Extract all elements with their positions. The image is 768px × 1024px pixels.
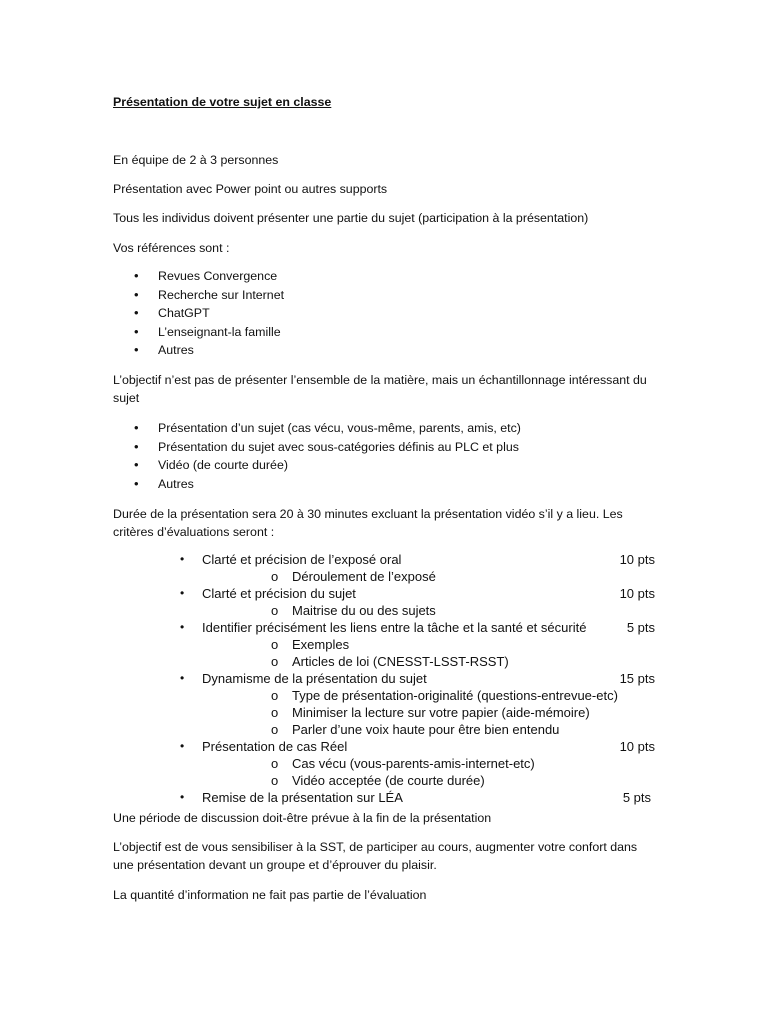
bullet-icon: • — [134, 475, 139, 491]
bullet-icon: • — [180, 739, 185, 753]
bullet-icon: • — [134, 268, 139, 283]
intro-line-2: Présentation avec Power point ou autres supports — [113, 182, 388, 196]
criterion-row — [0, 585, 768, 602]
list-item: • ChatGPT — [113, 304, 284, 323]
sub-bullet-icon: o — [271, 773, 279, 788]
sub-criterion-row: o Cas vécu (vous-parents-amis-internet-etc) — [271, 756, 535, 771]
criterion-row — [0, 619, 768, 636]
criterion-points: 10 pts — [619, 586, 655, 601]
list-item: • Revues Convergence — [113, 267, 284, 286]
list-item: • Recherche sur Internet — [113, 286, 284, 305]
sub-bullet-icon: o — [271, 688, 279, 703]
formats-list — [113, 419, 521, 493]
sub-bullet-icon: o — [271, 603, 279, 618]
criterion-row — [0, 738, 768, 755]
bullet-icon: • — [134, 342, 139, 357]
bullet-icon: • — [134, 323, 139, 339]
sub-bullet-icon: o — [271, 705, 279, 720]
duree-paragraph: Durée de la présentation sera 20 à 30 minutes excluant la présentation vidéo s’il y a lieu. Les critères d’évaluations seront : — [113, 507, 623, 539]
references-list — [113, 267, 284, 360]
sub-bullet-icon: o — [271, 637, 279, 652]
criterion-row — [0, 789, 768, 806]
criterion-points: 10 pts — [619, 552, 655, 567]
criterion-label: Présentation de cas Réel — [202, 739, 348, 754]
list-item: • Vidéo (de courte durée) — [113, 456, 521, 475]
intro-line-1: En équipe de 2 à 3 personnes — [113, 153, 279, 167]
bullet-icon: • — [180, 552, 185, 566]
bullet-icon: • — [180, 620, 185, 634]
discussion-line: Une période de discussion doit-être prévue à la fin de la présentation — [113, 811, 492, 825]
criteria-list — [0, 551, 768, 806]
list-item: • Autres — [113, 341, 284, 360]
criterion-points: 5 pts — [622, 790, 651, 805]
sub-criterion-row: o Parler d’une voix haute pour être bien entendu — [271, 722, 560, 737]
sub-bullet-icon: o — [271, 722, 279, 737]
criterion-points: 10 pts — [619, 739, 655, 754]
sub-criterion-row: o Articles de loi (CNESST-LSST-RSST) — [271, 654, 509, 669]
sub-criterion-row: o Déroulement de l’exposé — [271, 569, 436, 584]
criterion-points: 15 pts — [619, 671, 655, 686]
sub-criterion-row: o Exemples — [271, 637, 350, 652]
bullet-icon: • — [134, 438, 139, 454]
sub-criterion-row: o Maitrise du ou des sujets — [271, 603, 436, 618]
list-item: • Autres — [113, 475, 521, 494]
criterion-points: 5 pts — [626, 620, 655, 635]
sub-bullet-icon: o — [271, 569, 279, 584]
list-item: • Présentation d’un sujet (cas vécu, vous-même, parents, amis, etc) — [113, 419, 521, 438]
criterion-label: Clarté et précision de l’exposé oral — [202, 552, 402, 567]
objectif-sst-paragraph: L’objectif est de vous sensibiliser à la SST, de participer au cours, augmenter votre confort dans une présentation devant un groupe et d’éprouver du plaisir. — [113, 840, 638, 872]
criterion-label: Identifier précisément les liens entre la tâche et la santé et sécurité — [202, 620, 587, 635]
sub-criterion-row: o Type de présentation-originalité (questions-entrevue-etc) — [271, 688, 618, 703]
criterion-row — [0, 670, 768, 687]
sub-bullet-icon: o — [271, 756, 279, 771]
criterion-label: Clarté et précision du sujet — [202, 586, 356, 601]
sub-criterion-row: o Minimiser la lecture sur votre papier (aide-mémoire) — [271, 705, 590, 720]
bullet-icon: • — [180, 586, 185, 600]
sub-bullet-icon: o — [271, 654, 279, 669]
document-title: Présentation de votre sujet en classe — [113, 95, 332, 109]
list-item: • L’enseignant-la famille — [113, 323, 284, 342]
sub-criterion-row: o Vidéo acceptée (de courte durée) — [271, 773, 485, 788]
bullet-icon: • — [134, 457, 139, 472]
bullet-icon: • — [180, 671, 185, 685]
criterion-label: Dynamisme de la présentation du sujet — [202, 671, 427, 686]
bullet-icon: • — [134, 286, 139, 302]
list-item: • Présentation du sujet avec sous-catégories définis au PLC et plus — [113, 438, 521, 457]
intro-line-3: Tous les individus doivent présenter une partie du sujet (participation à la présentation) — [113, 211, 589, 225]
criterion-row — [0, 551, 768, 568]
quantite-line: La quantité d’information ne fait pas partie de l’évaluation — [113, 888, 427, 902]
bullet-icon: • — [180, 790, 185, 804]
objectif-paragraph: L’objectif n’est pas de présenter l’ensemble de la matière, mais un échantillonnage intéressant du sujet — [113, 373, 647, 405]
bullet-icon: • — [134, 420, 139, 435]
bullet-icon: • — [134, 305, 139, 320]
references-heading: Vos références sont : — [113, 241, 230, 255]
criterion-label: Remise de la présentation sur LÉA — [202, 790, 403, 805]
